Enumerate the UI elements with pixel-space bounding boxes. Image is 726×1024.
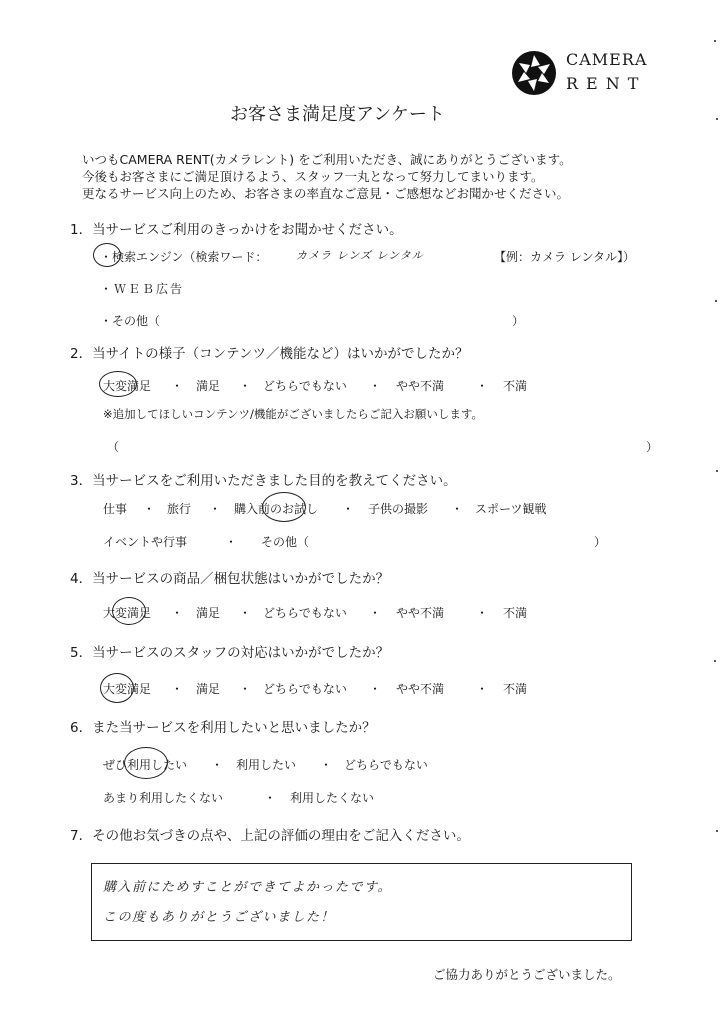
separator-dot: ・: [264, 791, 277, 805]
intro-line-1: いつもCAMERA RENT(カメラレント) をご利用いただき、誠にありがとうございます。: [82, 152, 572, 167]
q3-option-other[interactable]: その他（: [261, 535, 310, 549]
separator-dot: ・: [239, 379, 252, 393]
logo-text-camera: CAMERA: [566, 50, 648, 69]
q3-other-close-paren: ）: [594, 535, 607, 549]
q1-other-close-paren: ）: [512, 314, 525, 328]
question-2: 2．当サイトの様子（コンテンツ／機能など）はいかがでしたか？: [70, 346, 469, 362]
q6-option-not-really[interactable]: あまり利用したくない: [103, 791, 224, 805]
scan-mark: [716, 118, 718, 120]
question-7: 7．その他お気づきの点や、上記の評価の理由をご記入ください。: [70, 828, 470, 844]
q5-option-somewhat-dissatisfied[interactable]: やや不満: [396, 682, 445, 696]
answer-circle-mark: [112, 597, 146, 625]
q2-option-dissatisfied[interactable]: 不満: [503, 379, 528, 393]
separator-dot: ・: [211, 758, 224, 772]
q2-open-paren: （: [107, 440, 120, 454]
q4-option-dissatisfied[interactable]: 不満: [503, 606, 528, 620]
q6-option-definitely[interactable]: ぜひ利用したい: [103, 758, 188, 772]
separator-dot: ・: [369, 379, 382, 393]
q4-option-very-satisfied[interactable]: 大変満足: [103, 606, 152, 620]
separator-dot: ・: [320, 758, 333, 772]
q2-note: ※追加してほしいコンテンツ/機能がございましたらご記入お願いします。: [103, 407, 484, 421]
separator-dot: ・: [451, 502, 464, 516]
answer-circle-mark: [100, 673, 134, 703]
q2-option-somewhat-dissatisfied[interactable]: やや不満: [396, 379, 445, 393]
q1-option-other[interactable]: ・その他（: [100, 314, 161, 328]
separator-dot: ・: [369, 606, 382, 620]
q4-option-satisfied[interactable]: 満足: [196, 606, 221, 620]
q1-search-word-handwritten: カメラ レンズ レンタル: [296, 249, 424, 262]
question-6: 6．また当サービスを利用したいと思いましたか？: [70, 720, 376, 736]
q4-option-somewhat-dissatisfied[interactable]: やや不満: [396, 606, 445, 620]
scan-mark: [716, 470, 718, 472]
separator-dot: ・: [342, 502, 355, 516]
answer-circle-mark: [93, 243, 121, 267]
thanks-message: ご協力ありがとうございました。: [433, 967, 621, 982]
scan-mark: [714, 660, 716, 662]
comment-line-2: この度もありがとうございました！: [103, 910, 336, 925]
separator-dot: ・: [143, 502, 156, 516]
separator-dot: ・: [171, 682, 184, 696]
scan-mark: [716, 830, 718, 832]
q3-option-travel[interactable]: 旅行: [167, 502, 192, 516]
q2-option-satisfied[interactable]: 満足: [196, 379, 221, 393]
logo-text-rent: RENT: [566, 74, 647, 93]
survey-title: お客さま満足度アンケート: [230, 104, 445, 125]
q2-option-very-satisfied[interactable]: 大変満足: [103, 379, 152, 393]
separator-dot: ・: [476, 682, 489, 696]
q5-option-dissatisfied[interactable]: 不満: [503, 682, 528, 696]
q2-option-neutral[interactable]: どちらでもない: [263, 379, 347, 393]
q6-option-yes[interactable]: 利用したい: [236, 758, 297, 772]
question-5: 5．当サービスのスタッフの対応はいかがでしたか？: [70, 645, 390, 661]
camera-aperture-logo-icon: [511, 50, 557, 96]
q5-option-satisfied[interactable]: 満足: [196, 682, 221, 696]
q1-option-search-engine[interactable]: ・検索エンジン（検索ワード：: [100, 250, 268, 264]
separator-dot: ・: [239, 606, 252, 620]
q4-option-neutral[interactable]: どちらでもない: [263, 606, 347, 620]
q2-close-paren: ）: [646, 440, 659, 454]
answer-circle-mark: [99, 371, 137, 397]
separator-dot: ・: [171, 379, 184, 393]
answer-circle-mark: [124, 747, 168, 779]
q6-option-neutral[interactable]: どちらでもない: [344, 758, 428, 772]
question-3: 3．当サービスをご利用いただきました目的を教えてください。: [70, 473, 457, 489]
q3-option-children-photos[interactable]: 子供の撮影: [368, 502, 429, 516]
q5-option-neutral[interactable]: どちらでもない: [263, 682, 347, 696]
q3-option-trial-before-purchase[interactable]: 購入前のお試し: [234, 502, 319, 516]
answer-circle-mark: [262, 492, 306, 522]
separator-dot: ・: [239, 682, 252, 696]
comment-line-1: 購入前にためすことができてよかったです。: [103, 880, 392, 895]
scan-mark: [714, 40, 716, 42]
question-1: 1．当サービスご利用のきっかけをお聞かせください。: [70, 222, 403, 238]
separator-dot: ・: [209, 502, 222, 516]
question-4: 4．当サービスの商品／梱包状態はいかがでしたか？: [70, 571, 390, 587]
q3-option-events[interactable]: イベントや行事: [103, 535, 188, 549]
q3-option-work[interactable]: 仕事: [103, 502, 128, 516]
separator-dot: ・: [225, 535, 238, 549]
q5-option-very-satisfied[interactable]: 大変満足: [103, 682, 152, 696]
intro-line-3: 更なるサービス向上のため、お客さまの率直なご意見・ご感想などお聞かせください。: [82, 186, 570, 201]
separator-dot: ・: [171, 606, 184, 620]
separator-dot: ・: [369, 682, 382, 696]
q1-search-example: 【例：カメラ レンタル】）: [494, 250, 636, 264]
q1-option-web-ad[interactable]: ・ＷＥＢ広告: [100, 282, 185, 296]
q6-option-no[interactable]: 利用したくない: [290, 791, 375, 805]
q3-option-sports[interactable]: スポーツ観戦: [475, 502, 547, 516]
scan-mark: [715, 300, 717, 302]
comment-box[interactable]: [91, 863, 632, 941]
separator-dot: ・: [476, 379, 489, 393]
separator-dot: ・: [476, 606, 489, 620]
intro-line-2: 今後もお客さまにご満足頂けるよう、スタッフ一丸となって努力してまいります。: [82, 169, 544, 184]
